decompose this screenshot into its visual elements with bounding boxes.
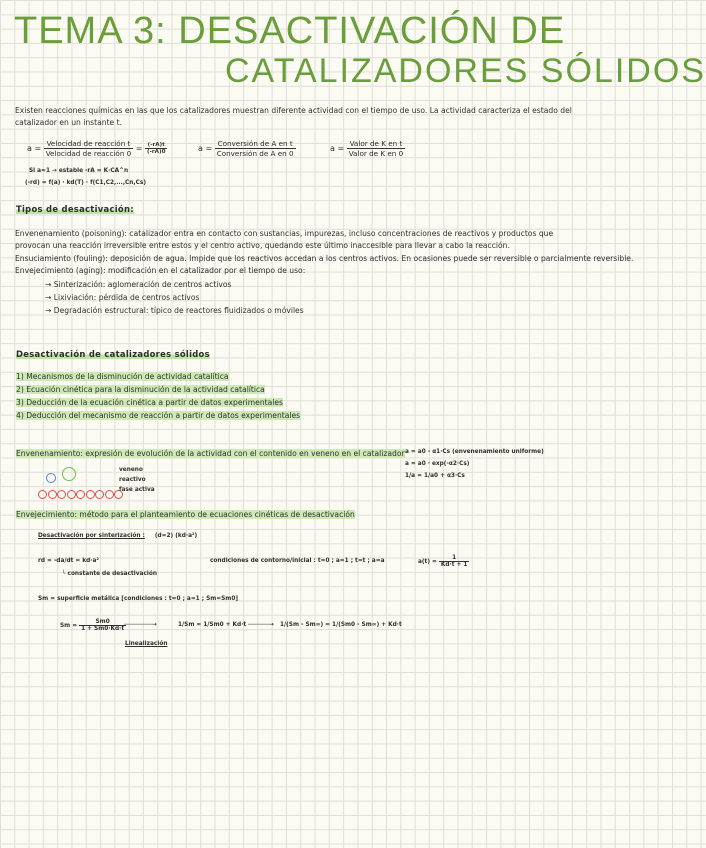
activity-formula-3 bbox=[330, 139, 405, 158]
legend-reactivo: reactivo bbox=[119, 477, 146, 483]
a-label: a = bbox=[27, 144, 42, 153]
a-label: a = bbox=[330, 144, 345, 153]
section-heading-desactivacion bbox=[16, 349, 210, 359]
fase-activa-circle bbox=[48, 490, 57, 499]
frac-k bbox=[347, 139, 406, 158]
eq-rd: rd = -da/dt = kd·a² bbox=[38, 558, 99, 564]
frac-ra bbox=[145, 142, 167, 155]
page-title-line1: TEMA 3: DESACTIVACIÓN DE bbox=[14, 10, 566, 52]
frac-conversion bbox=[215, 139, 296, 158]
envenenamiento-expresion-text bbox=[16, 448, 405, 460]
const-label-text: constante de desactivación bbox=[67, 571, 158, 577]
lin-eq-2: 1/(Sm - Sm∞) = 1/(Sm0 - Sm∞) + Kd·t bbox=[280, 622, 402, 628]
activity-formula-1 bbox=[27, 139, 167, 158]
lin-eq-1: 1/Sm = 1/Sm0 + Kd·t bbox=[178, 622, 247, 628]
eq-exp: a = a0 · exp(-α2·Cs) bbox=[405, 461, 470, 467]
frac-num: Velocidad de reacción t bbox=[44, 139, 134, 149]
frac-den: Kd·t + 1 bbox=[440, 562, 468, 568]
text: Envejecimiento: método para el planteamiento de ecuaciones cinéticas de desactivación bbox=[16, 510, 355, 519]
frac-num: Sm0 bbox=[79, 619, 126, 626]
sm-definition: Sm = superficie metálica [condiciones : t=0 ; a=1 ; Sm=Sm0] bbox=[38, 596, 239, 602]
deactivation-rate-note: (-rd) = f(a) · kd(T) · f(C1,C2,...,Cn,Cs) bbox=[25, 180, 146, 186]
const-desactivacion-label: └ constante de desactivación bbox=[62, 571, 158, 577]
sm-left: Sm = bbox=[60, 623, 78, 629]
ensuciamiento-text: Ensuciamiento (fouling): deposición de agua. Impide que los reactivos accedan a los centros activos. En ocasiones puede ser reversible o parcialmente reversible. bbox=[15, 254, 634, 263]
sub-item-lixiviacion: → Lixiviación: pérdida de centros activos bbox=[45, 293, 200, 302]
frac-den: (-rA)0 bbox=[147, 149, 166, 155]
list-item bbox=[16, 397, 283, 409]
list-item bbox=[16, 371, 229, 383]
heading-text: Desactivación de catalizadores sólidos bbox=[16, 349, 210, 359]
fase-activa-circle bbox=[57, 490, 66, 499]
list-item bbox=[16, 384, 265, 396]
section-heading-tipos bbox=[16, 204, 134, 214]
envejecimiento-metodo-text bbox=[16, 509, 355, 521]
fase-activa-circle bbox=[86, 490, 95, 499]
list-item-text: 2) Ecuación cinética para la disminución de la actividad catalítica bbox=[16, 385, 265, 394]
result-a-t bbox=[418, 555, 469, 568]
lin-arrow-2: ──────→ bbox=[248, 622, 274, 628]
list-item-text: 4) Deducción del mecanismo de reacción a partir de datos experimentales bbox=[16, 411, 301, 420]
result-label: a(t) = bbox=[418, 559, 437, 565]
fase-activa-circle bbox=[95, 490, 104, 499]
frac-den: 1 + Sm0·Kd·t bbox=[81, 626, 125, 632]
activity-formula-2 bbox=[198, 139, 296, 158]
stability-note: Si a≈1 → estable -rA = K·CA^n bbox=[29, 168, 129, 174]
veneno-circle bbox=[62, 467, 76, 481]
result-frac bbox=[439, 555, 470, 568]
sinterizacion-heading bbox=[38, 533, 197, 539]
frac-den: Conversión de A en 0 bbox=[216, 149, 294, 158]
list-item-text: 3) Deducción de la ecuación cinética a partir de datos experimentales bbox=[16, 398, 284, 407]
frac-num: (-rA)t bbox=[145, 142, 167, 149]
frac-den: Velocidad de reacción 0 bbox=[45, 149, 132, 158]
frac-num: Valor de K en t bbox=[347, 139, 406, 149]
list-item bbox=[16, 410, 300, 422]
frac-num: Conversión de A en t bbox=[215, 139, 296, 149]
legend-fase-activa: fase activa bbox=[119, 487, 155, 493]
heading-text: Tipos de desactivación: bbox=[16, 204, 134, 214]
text: Envenenamiento: expresión de evolución de la actividad con el contenido en veneno en el catalizador bbox=[16, 449, 405, 458]
linealizacion-label: Linealización bbox=[125, 641, 168, 647]
fase-activa-circle bbox=[67, 490, 76, 499]
linealizacion-arrow: ────────→ bbox=[124, 622, 157, 628]
frac-num: 1 bbox=[439, 555, 470, 562]
envenenamiento-text: Envenenamiento (poisoning): catalizador entra en contacto con sustancias, impurezas, incluso concentraciones de reactivos y productos que provocan una reacción irreversible entre estos y el centro activo, quedando este último inaccesible para llevar a cabo la reacción. bbox=[15, 229, 554, 250]
sm-equation bbox=[60, 619, 126, 632]
sm-frac bbox=[79, 619, 126, 632]
condiciones-contorno: condiciones de contorno/inicial : t=0 ; a=1 ; t=t ; a=a bbox=[210, 558, 385, 564]
fase-activa-circle bbox=[105, 490, 114, 499]
intro-text: Existen reacciones químicas en las que los catalizadores muestran diferente actividad con el tiempo de uso. La actividad caracteriza el estado del catalizador en un instante t. bbox=[15, 106, 572, 127]
fase-activa-row bbox=[38, 484, 124, 503]
sub-item-degradacion: → Degradación estructural: típico de reactores fluidizados o móviles bbox=[45, 306, 304, 315]
page-title-line2: CATALIZADORES SÓLIDOS bbox=[225, 52, 706, 90]
frac-den: Valor de K en 0 bbox=[348, 149, 404, 158]
eq-inverse: 1/a = 1/a0 + α3·Cs bbox=[405, 473, 465, 479]
eq-sign: = bbox=[135, 144, 143, 153]
sub-item-sinterizacion: → Sinterización: aglomeración de centros activos bbox=[45, 280, 232, 289]
sinterizacion-heading-text: Desactivación por sinterización : bbox=[38, 533, 145, 539]
eq-uniforme: a = a0 - α1·Cs (envenenamiento uniforme) bbox=[405, 449, 544, 455]
frac-velocidad bbox=[44, 139, 134, 158]
envejecimiento-text: Envejecimiento (aging): modificación en el catalizador por el tiempo de uso: bbox=[15, 266, 306, 275]
fase-activa-circle bbox=[38, 490, 47, 499]
reactivo-circle bbox=[46, 473, 56, 483]
fase-activa-circle bbox=[76, 490, 85, 499]
a-label: a = bbox=[198, 144, 213, 153]
legend-veneno: veneno bbox=[119, 467, 143, 473]
list-item-text: 1) Mecanismos de la disminución de actividad catalítica bbox=[16, 372, 229, 381]
sinterizacion-order: (d=2) (kd·a²) bbox=[154, 533, 198, 539]
